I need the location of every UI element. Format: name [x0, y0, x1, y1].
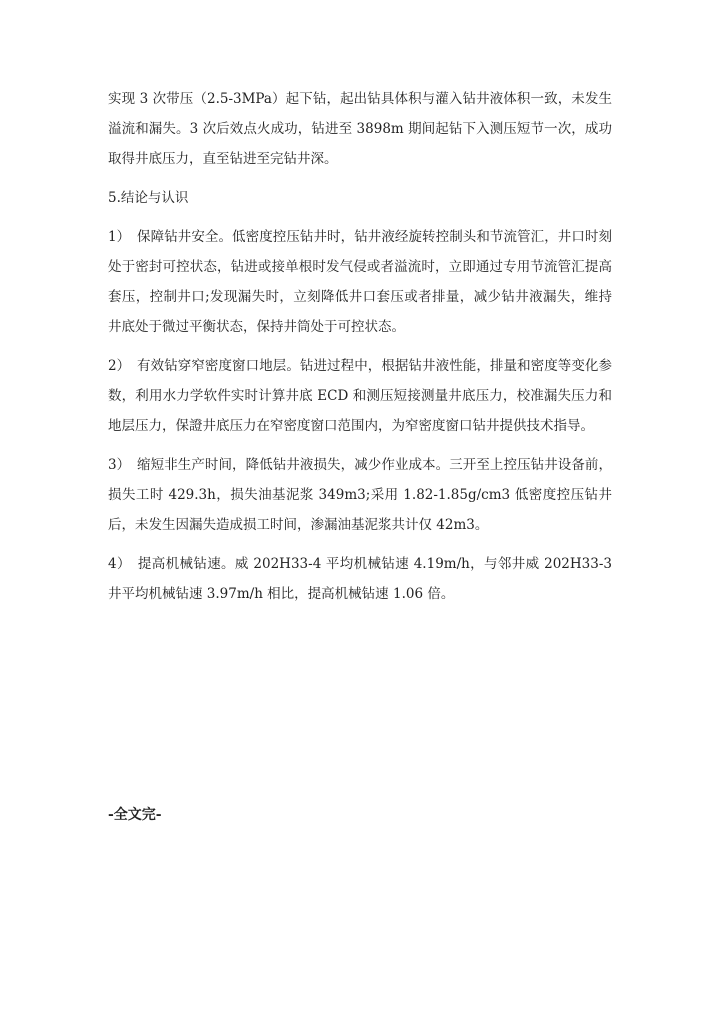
conclusion-item-4: 4） 提高机械钻速。威 202H33-4 平均机械钻速 4.19m/h，与邻井威 202H33-3 井平均机械钻速 3.97m/h 相比，提高机械钻速 1.06 倍。: [108, 556, 612, 602]
conclusion-item-1: 1） 保障钻井安全。低密度控压钻井时，钻井液经旋转控制头和节流管汇，井口时刻处于密封可控状态，钻进或接单根时发气侵或者溢流时，立即通过专用节流管汇提高套压，控制井口;发现漏失时，立刻降低井口套压或者排量，减少钻井液漏失，维持井底处于微过平衡状态，保持井筒处于可控状态。: [108, 229, 612, 335]
intro-paragraph: 实现 3 次带压（2.5-3MPa）起下钻，起出钻具体积与灌入钻井液体积一致，未发生溢流和漏失。3 次后效点火成功，钻进至 3898m 期间起钻下入测压短节一次，成功取得井底压力，直至钻进至完钻井深。: [108, 91, 612, 167]
end-mark: -全文完-: [108, 807, 162, 823]
conclusion-item-3: 3） 缩短非生产时间，降低钻井液损失，减少作业成本。三开至上控压钻井设备前，损失工时 429.3h，损失油基泥浆 349m3;采用 1.82-1.85g/cm3 低密度控压钻井后，未发生因漏失造成损工时间，渗漏油基泥浆共计仅 42m3。: [108, 457, 612, 533]
section-heading: 5.结论与认识: [108, 190, 189, 206]
conclusion-item-2: 2） 有效钻穿窄密度窗口地层。钻进过程中，根据钻井液性能，排量和密度等变化参数，利用水力学软件实时计算井底 ECD 和测压短接测量井底压力，校准漏失压力和地层压力，保證井底压力在窄密度窗口范围内，为窄密度窗口钻井提供技术指导。: [108, 358, 612, 434]
document-body: [108, 84, 612, 609]
